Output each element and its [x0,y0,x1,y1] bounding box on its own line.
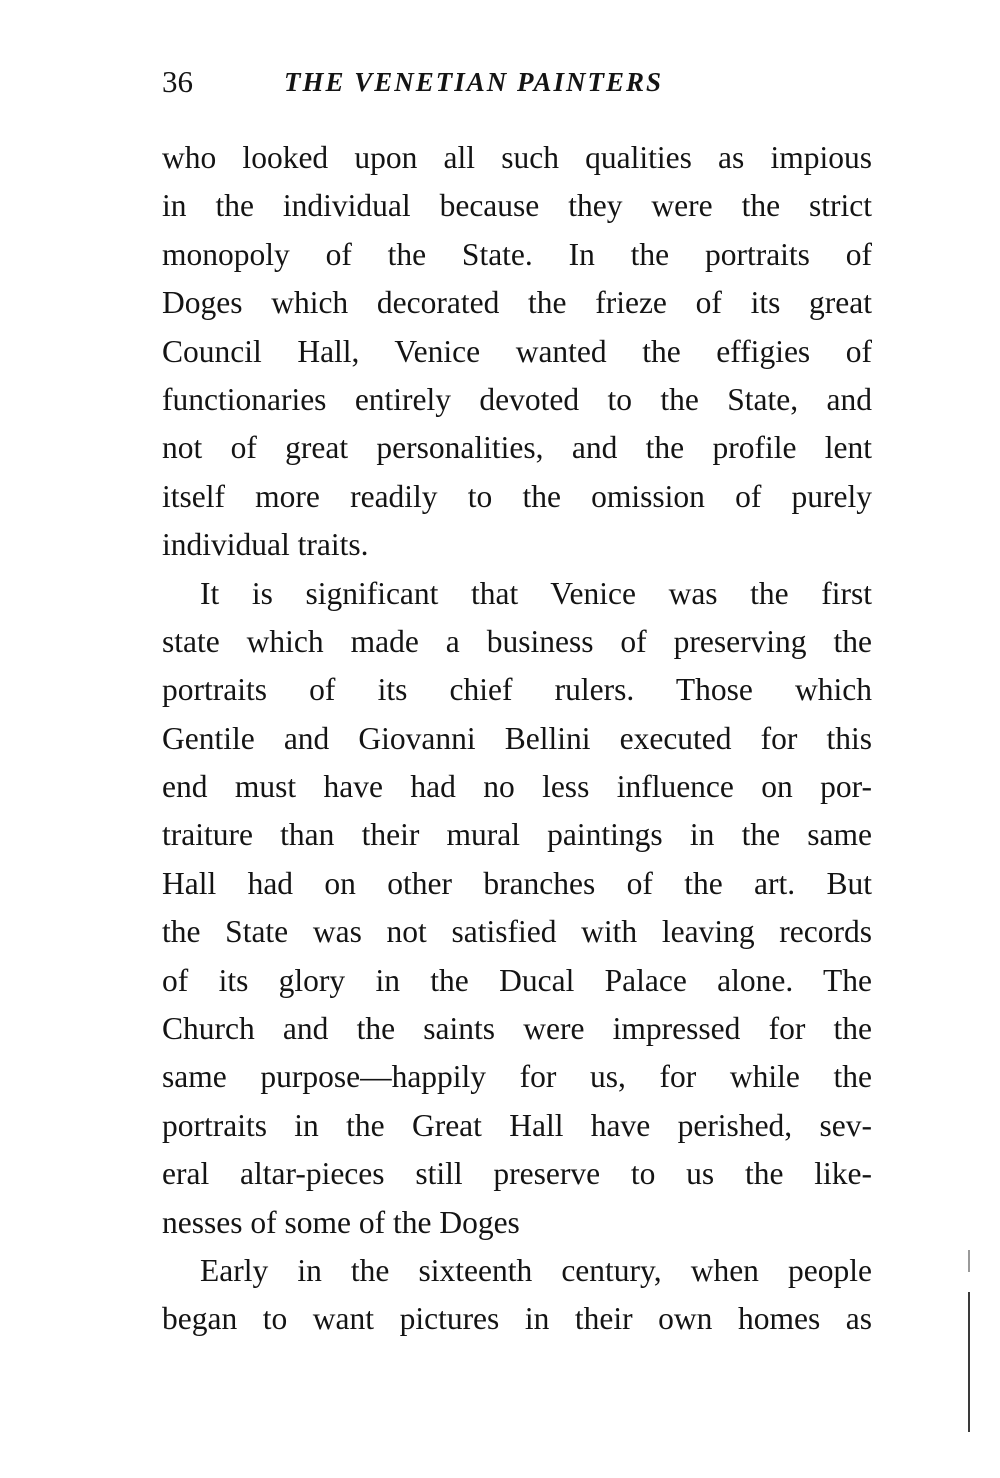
text-line: in the individual because they were the strict [162,188,872,224]
text-line: Gentile and Giovanni Bellini executed for this [162,720,872,756]
text-line: who looked upon all such qualities as impious [162,140,872,175]
text-line: same purpose—happily for us, for while the [162,1059,872,1095]
text-line: nesses of some of the Doges [162,1204,520,1240]
paragraph-first-line: Early in the sixteenth century, when people [200,1252,872,1288]
text-line: monopoly of the State. In the portraits of [162,236,872,272]
text-line: of its glory in the Ducal Palace alone. The [162,962,872,998]
text-line: Doges which decorated the frieze of its great [162,285,872,321]
text-line: Council Hall, Venice wanted the effigies of [162,333,872,369]
text-line: itself more readily to the omission of purely [162,478,872,514]
text-line: state which made a business of preserving the [162,623,872,659]
text-line: portraits in the Great Hall have perished, sev- [162,1107,872,1143]
page-number: 36 [162,64,193,99]
text-line: began to want pictures in their own homes as [162,1301,872,1337]
text-line: not of great personalities, and the profile lent [162,430,872,466]
scan-margin-mark [968,1250,970,1272]
text-line: Church and the saints were impressed for the [162,1011,872,1047]
text-line: the State was not satisfied with leaving records [162,914,872,950]
text-line: Hall had on other branches of the art. But [162,865,872,901]
text-line: eral altar-pieces still preserve to us the like- [162,1156,872,1192]
text-line: portraits of its chief rulers. Those which [162,672,872,708]
paragraph-first-line: It is significant that Venice was the first [200,575,872,611]
body-text [162,134,872,1344]
text-line: functionaries entirely devoted to the State, and [162,381,872,417]
text-line: traiture than their mural paintings in the same [162,817,872,853]
scan-margin-rule [968,1292,970,1432]
text-line: individual traits. [162,527,369,563]
page-header [162,60,872,104]
running-title: THE VENETIAN PAINTERS [284,67,664,97]
text-line: end must have had no less influence on por- [162,769,872,805]
